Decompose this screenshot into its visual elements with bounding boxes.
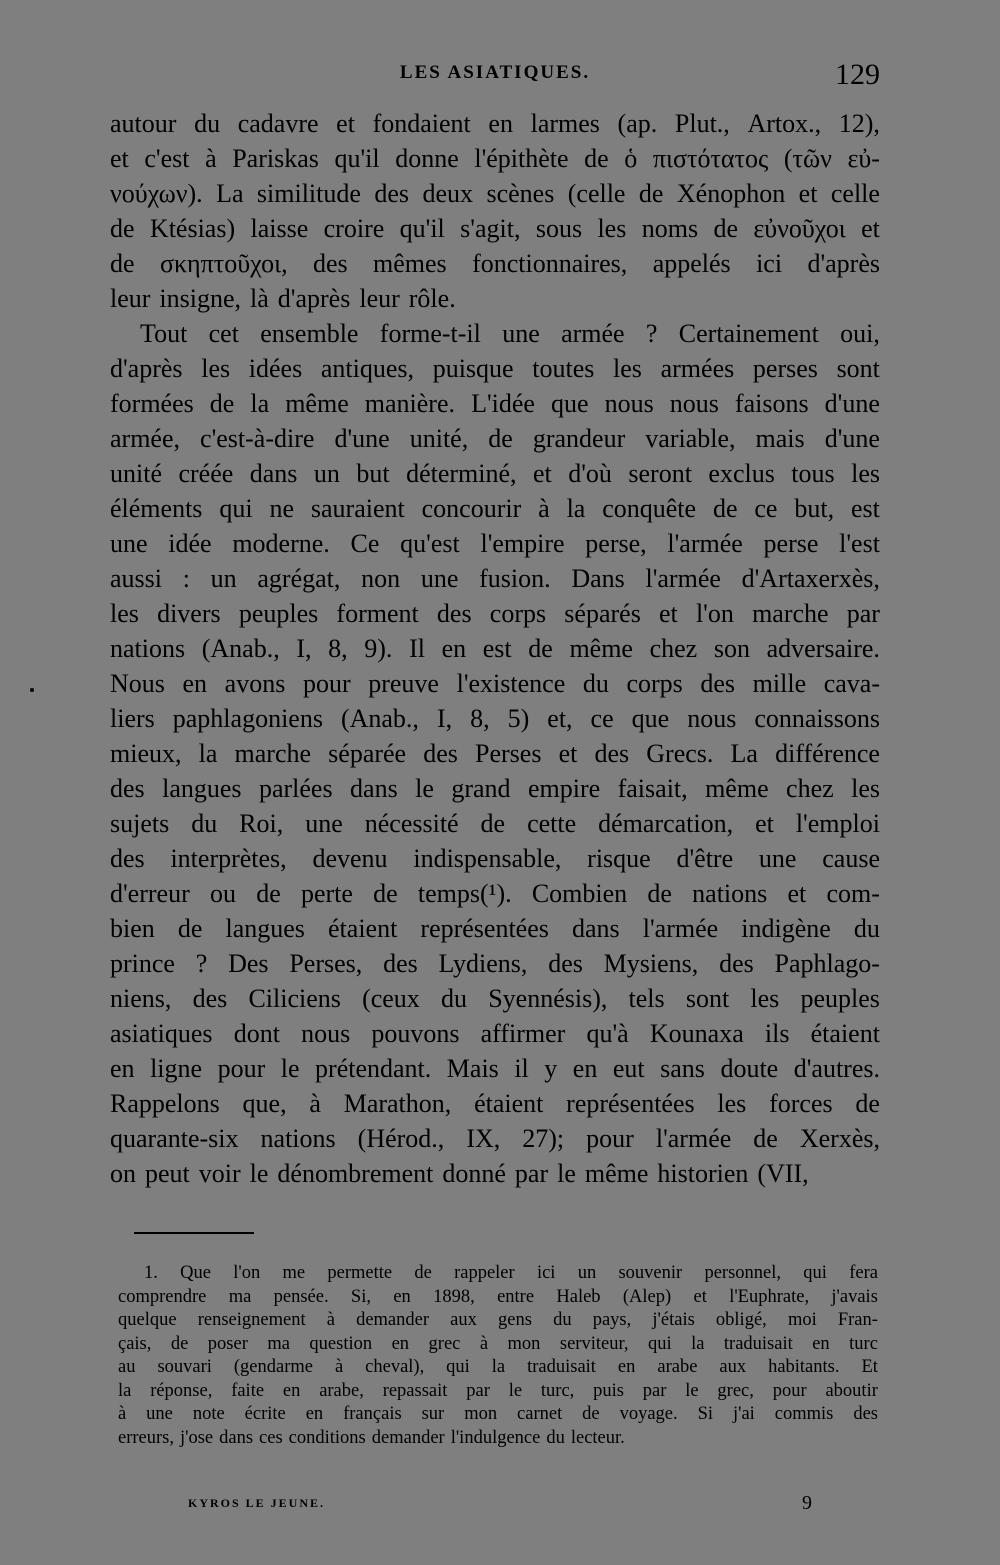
text-line: sujets du Roi, une nécessité de cette démarcation, et l'emploi — [110, 809, 880, 838]
text-line: νούχων). La similitude des deux scènes (celle de Xénophon et celle — [110, 179, 880, 208]
text-line: et c'est à Pariskas qu'il donne l'épithète de ὁ πιστότατος (τῶν εὐ- — [110, 144, 880, 173]
text-line: d'après les idées antiques, puisque toutes les armées perses sont — [110, 354, 880, 383]
text-line: prince ? Des Perses, des Lydiens, des Mysiens, des Paphlago- — [110, 949, 880, 978]
text-line: autour du cadavre et fondaient en larmes (ap. Plut., Artox., 12), — [110, 109, 880, 138]
text-line: éléments qui ne sauraient concourir à la conquête de ce but, est — [110, 494, 880, 523]
text-line: on peut voir le dénombrement donné par le même historien (VII, — [110, 1159, 809, 1188]
footnote-line: 1. Que l'on me permette de rappeler ici un souvenir personnel, qui fera — [144, 1263, 878, 1283]
text-line: Tout cet ensemble forme-t-il une armée ? Certainement oui, — [140, 319, 880, 348]
text-line: niens, des Ciliciens (ceux du Syennésis), tels sont les peuples — [110, 984, 880, 1013]
text-line: bien de langues étaient représentées dans l'armée indigène du — [110, 914, 880, 943]
footnote-line: quelque renseignement à demander aux gens du pays, j'étais obligé, moi Fran- — [118, 1310, 878, 1330]
text-line: en ligne pour le prétendant. Mais il y en eut sans doute d'autres. — [110, 1054, 880, 1083]
text-line: Rappelons que, à Marathon, étaient représentées les forces de — [110, 1089, 880, 1118]
footnote-line: la réponse, faite en arabe, repassait par le turc, puis par le grec, pour aboutir — [118, 1380, 878, 1401]
text-line: unité créée dans un but déterminé, et d'où seront exclus tous les — [110, 459, 880, 488]
text-line: formées de la même manière. L'idée que nous nous faisons d'une — [110, 389, 880, 418]
body-text — [110, 106, 880, 1191]
footnote — [118, 1262, 878, 1450]
text-line: quarante-six nations (Hérod., IX, 27); pour l'armée de Xerxès, — [110, 1124, 880, 1153]
text-line: liers paphlagoniens (Anab., I, 8, 5) et, ce que nous connaissons — [110, 704, 880, 733]
text-line: aussi : un agrégat, non une fusion. Dans l'armée d'Artaxerxès, — [110, 564, 880, 593]
signature-mark: KYROS LE JEUNE. — [188, 1496, 326, 1510]
text-line: une idée moderne. Ce qu'est l'empire perse, l'armée perse l'est — [110, 529, 880, 558]
text-line: de Ktésias) laisse croire qu'il s'agit, sous les noms de εὐνοῦχοι et — [110, 214, 880, 243]
page-number: 129 — [835, 58, 880, 91]
margin-mark — [30, 688, 34, 692]
text-line: d'erreur ou de perte de temps(¹). Combien de nations et com- — [110, 879, 880, 908]
footnote-line: à une note écrite en français sur mon carnet de voyage. Si j'ai commis des — [118, 1404, 878, 1424]
sheet-number: 9 — [802, 1492, 812, 1514]
footnote-line: comprendre ma pensée. Si, en 1898, entre Haleb (Alep) et l'Euphrate, j'avais — [118, 1286, 878, 1307]
text-line: des interprètes, devenu indispensable, risque d'être une cause — [110, 844, 880, 873]
text-line: de σκηπτοῦχοι, des mêmes fonctionnaires, appelés ici d'après — [110, 249, 880, 278]
text-line: armée, c'est-à-dire d'une unité, de grandeur variable, mais d'une — [110, 424, 880, 453]
text-line: leur insigne, là d'après leur rôle. — [110, 284, 456, 313]
text-line: les divers peuples forment des corps séparés et l'on marche par — [110, 599, 880, 628]
text-line: nations (Anab., I, 8, 9). Il en est de même chez son adversaire. — [110, 634, 880, 663]
footnote-line: au souvari (gendarme à cheval), qui la traduisait en arabe aux habitants. Et — [118, 1357, 878, 1377]
text-line: mieux, la marche séparée des Perses et des Grecs. La différence — [110, 739, 880, 768]
footnote-line: erreurs, j'ose dans ces conditions demander l'indulgence du lecteur. — [118, 1427, 625, 1448]
footnote-rule — [134, 1232, 254, 1234]
text-line: asiatiques dont nous pouvons affirmer qu'à Kounaxa ils étaient — [110, 1019, 880, 1048]
page-header — [110, 58, 880, 98]
footnote-line: çais, de poser ma question en grec à mon serviteur, qui la traduisait en turc — [118, 1333, 878, 1354]
running-title: LES ASIATIQUES. — [399, 62, 591, 83]
text-line: Nous en avons pour preuve l'existence du corps des mille cava- — [110, 669, 880, 698]
text-line: des langues parlées dans le grand empire faisait, même chez les — [110, 774, 880, 803]
